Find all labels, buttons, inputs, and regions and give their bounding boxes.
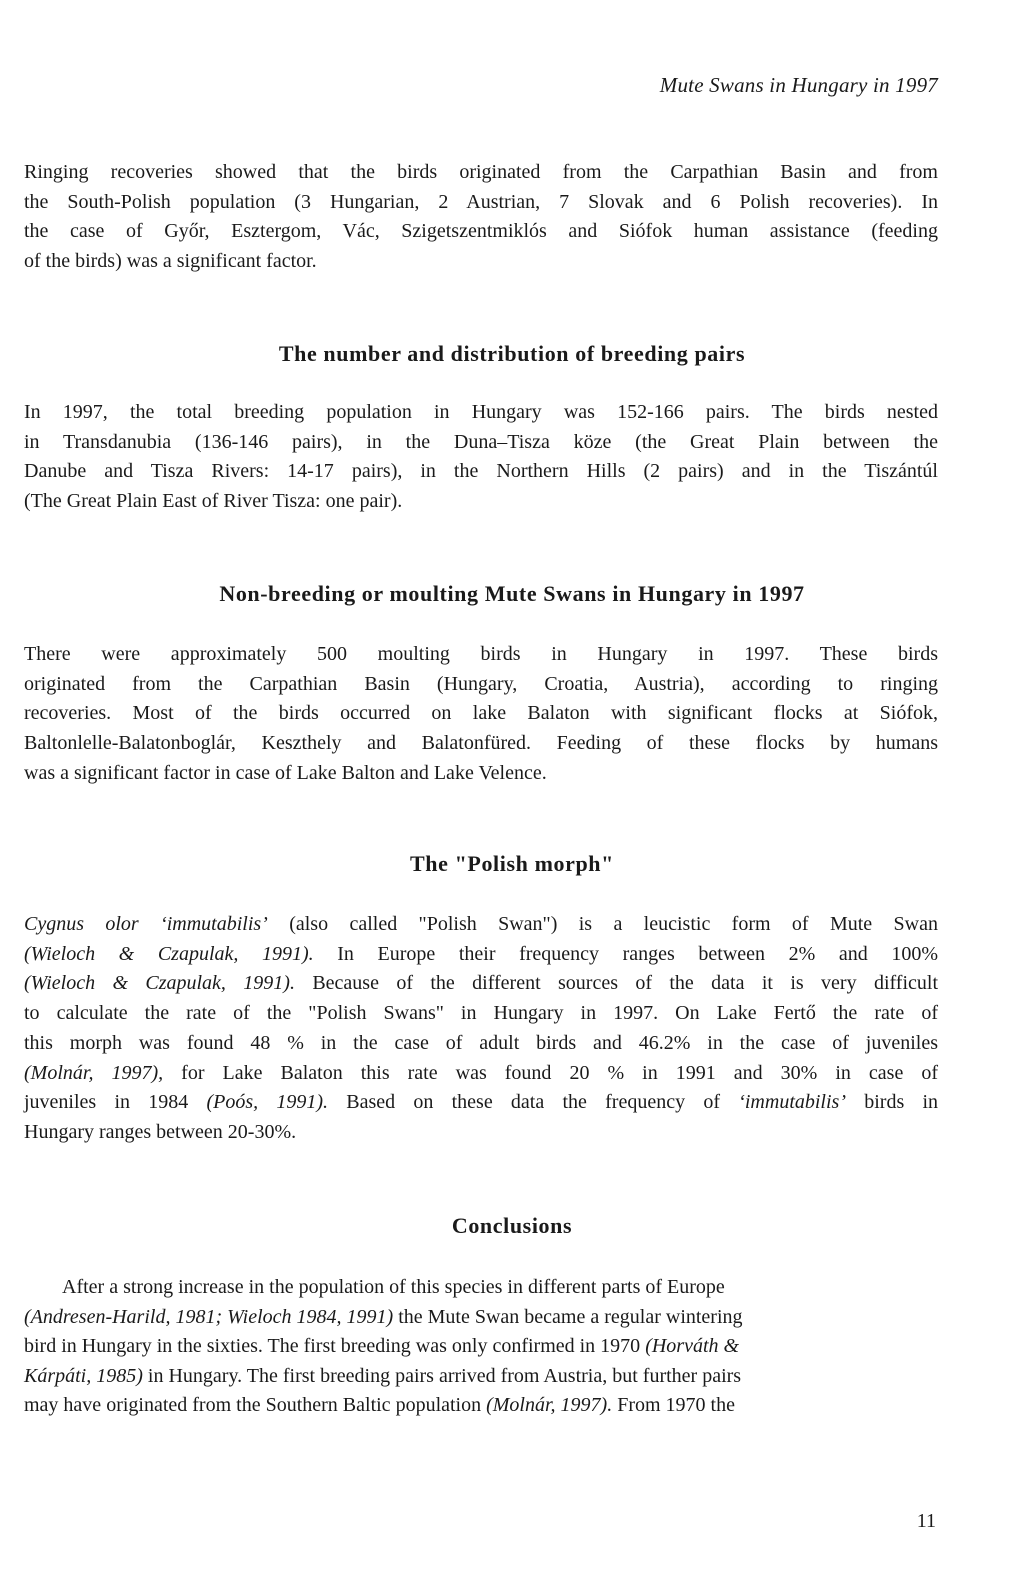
text-line: After a strong increase in the population of this species in different parts of Europe xyxy=(62,1276,725,1298)
text-line: recoveries. Most of the birds occurred on lake Balaton with significant flocks at Siófok, xyxy=(24,702,938,725)
nonbreeding-paragraph xyxy=(24,640,938,789)
running-header: Mute Swans in Hungary in 1997 xyxy=(659,73,938,97)
section-heading-conclusions: Conclusions xyxy=(451,1213,573,1238)
citation: (Molnár, 1997). xyxy=(486,1394,613,1416)
text-line: In 1997, the total breeding population in Hungary was 152-166 pairs. The birds nested xyxy=(24,401,938,423)
text-line: (Andresen-Harild, 1981; Wieloch 1984, 1991) the Mute Swan became a regular wintering xyxy=(24,1305,743,1328)
text-line: of the birds) was a significant factor. xyxy=(24,250,317,273)
text-line: may have originated from the Southern Baltic population (Molnár, 1997). From 1970 the xyxy=(24,1394,735,1416)
section-heading-breeding: The number and distribution of breeding pairs xyxy=(278,341,746,366)
text-line: the South-Polish population (3 Hungarian, 2 Austrian, 7 Slovak and 6 Polish recoveries). In xyxy=(24,190,938,213)
text-line: Ringing recoveries showed that the birds originated from the Carpathian Basin and from xyxy=(24,161,938,183)
text-line: was a significant factor in case of Lake Balton and Lake Velence. xyxy=(24,761,547,784)
text-line: Hungary ranges between 20-30%. xyxy=(24,1120,297,1143)
page-number: 11 xyxy=(916,1510,936,1532)
text-line: Kárpáti, 1985) in Hungary. The first breeding pairs arrived from Austria, but further pairs xyxy=(24,1364,742,1387)
text-line: Danube and Tisza Rivers: 14-17 pairs), in the Northern Hills (2 pairs) and in the Tiszántúl xyxy=(24,460,938,483)
citation: (Wieloch & Czapulak, 1991). xyxy=(24,942,314,965)
conclusions-paragraph xyxy=(24,1273,920,1421)
intro-paragraph xyxy=(24,158,938,277)
section-heading-polish-morph: The "Polish morph" xyxy=(410,851,614,876)
citation: Kárpáti, 1985) xyxy=(24,1364,143,1387)
text-line: (Wieloch & Czapulak, 1991). Because of the different sources of the data it is very difficult xyxy=(24,972,939,995)
citation: (Andresen-Harild, 1981; Wieloch 1984, 1991) xyxy=(24,1305,394,1328)
text-line: (Wieloch & Czapulak, 1991). In Europe their frequency ranges between 2% and 100% xyxy=(24,942,939,965)
text-line: There were approximately 500 moulting birds in Hungary in 1997. These birds xyxy=(24,643,938,665)
text-line: (Molnár, 1997), for Lake Balaton this rate was found 20 % in 1991 and 30% in case of xyxy=(24,1061,939,1084)
polish-morph-paragraph xyxy=(24,910,938,1148)
text-line: originated from the Carpathian Basin (Hungary, Croatia, Austria), according to ringing xyxy=(24,672,938,695)
citation: (Molnár, 1997), xyxy=(24,1061,164,1084)
citation: (Poós, 1991). xyxy=(206,1091,329,1114)
text-line: juveniles in 1984 (Poós, 1991). Based on these data the frequency of ‘immutabilis’ birds in xyxy=(24,1091,939,1114)
text-line: this morph was found 48 % in the case of adult birds and 46.2% in the case of juveniles xyxy=(24,1031,938,1054)
text-line: to calculate the rate of the "Polish Swans" in Hungary in 1997. On Lake Fertő the rate of xyxy=(24,1002,938,1025)
text-line: (The Great Plain East of River Tisza: one pair). xyxy=(24,490,403,513)
section-heading-nonbreeding: Non-breeding or moulting Mute Swans in Hungary in 1997 xyxy=(219,581,805,606)
text-line: the case of Győr, Esztergom, Vác, Szigetszentmiklós and Siófok human assistance (feeding xyxy=(24,220,938,243)
species-term: ‘immutabilis’ xyxy=(738,1091,846,1114)
text-line: Cygnus olor ‘immutabilis’ (also called "Polish Swan") is a leucistic form of Mute Swan xyxy=(24,913,938,935)
citation: (Horváth & xyxy=(645,1335,740,1357)
text-line: bird in Hungary in the sixties. The first breeding was only confirmed in 1970 (Horváth & xyxy=(24,1335,740,1357)
species-name: Cygnus olor ‘immutabilis’ xyxy=(24,913,268,935)
citation: (Wieloch & Czapulak, 1991). xyxy=(24,972,295,995)
breeding-paragraph xyxy=(24,398,938,517)
text-line: Baltonlelle-Balatonboglár, Keszthely and Balatonfüred. Feeding of these flocks by humans xyxy=(24,732,938,755)
text-line: in Transdanubia (136-146 pairs), in the Duna–Tisza köze (the Great Plain between the xyxy=(24,430,938,453)
